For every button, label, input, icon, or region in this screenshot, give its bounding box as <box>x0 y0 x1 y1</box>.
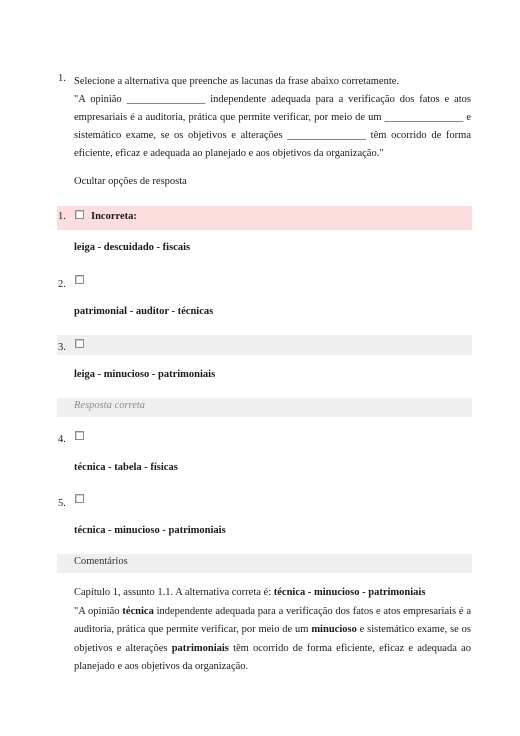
explanation-intro: Capítulo 1, assunto 1.1. A alternativa correta é: <box>74 587 274 598</box>
explanation-quote-part-1: "A opinião <box>74 605 123 617</box>
option-1-text: leiga - descuidado - fiscais <box>74 242 191 253</box>
explanation-word-1: técnica <box>122 605 154 617</box>
option-1-checkbox[interactable] <box>75 210 84 219</box>
explanation-answer: técnica - minucioso - patrimoniais <box>273 587 426 598</box>
option-5-checkbox[interactable] <box>75 494 84 503</box>
option-5-text: técnica - minucioso - patrimoniais <box>74 525 226 536</box>
explanation-intro-line <box>74 584 471 603</box>
question-prompt: Selecione a alternativa que preenche as lacunas da frase abaixo corretamente. <box>74 76 400 87</box>
option-3-highlight <box>57 335 472 355</box>
correct-answer-label: Resposta correta <box>74 400 146 411</box>
option-4-text: técnica - tabela - físicas <box>74 462 178 473</box>
option-3-number: 3. <box>58 342 66 353</box>
option-2-number: 2. <box>58 279 66 290</box>
question-text <box>74 73 471 163</box>
option-3-checkbox[interactable] <box>75 339 84 348</box>
option-4-number: 4. <box>58 434 66 445</box>
explanation-word-3: patrimoniais <box>171 642 229 654</box>
option-3-text: leiga - minucioso - patrimoniais <box>74 369 216 380</box>
explanation-quote-part-4: têm ocorrido de forma eficiente, eficaz e adequada ao planejado e aos objetivos da organização. <box>74 642 471 672</box>
comments-label: Comentários <box>74 556 128 567</box>
option-2-text: patrimonial - auditor - técnicas <box>74 306 214 317</box>
incorrect-label: Incorreta: <box>91 211 137 222</box>
explanation-quote <box>74 603 471 677</box>
option-1-number: 1. <box>58 211 66 222</box>
question-quote: "A opinião _______________ independente adequada para a verificação dos fatos e atos empresariais é a auditoria, prática que permite verificar, por meio de um _______________ e sistemático exame, se os objetivos e alterações _______________ têm ocorrido de forma eficiente, eficaz e adequada ao planejado e aos objetivos da organização." <box>74 94 471 159</box>
question-number: 1. <box>58 73 66 84</box>
option-2-checkbox[interactable] <box>75 275 84 284</box>
explanation-quote-part-2: independente adequada para a verificação dos fatos e atos empresariais é a auditoria, prática que permite verificar, por meio de um <box>74 605 471 635</box>
explanation-quote-part-3: e sistemático exame, se os objetivos e alterações <box>74 624 471 654</box>
option-4-checkbox[interactable] <box>75 431 84 440</box>
explanation <box>74 584 471 677</box>
hide-options-link[interactable]: Ocultar opções de resposta <box>74 176 187 187</box>
option-5-number: 5. <box>58 498 66 509</box>
explanation-word-2: minucioso <box>311 624 357 635</box>
